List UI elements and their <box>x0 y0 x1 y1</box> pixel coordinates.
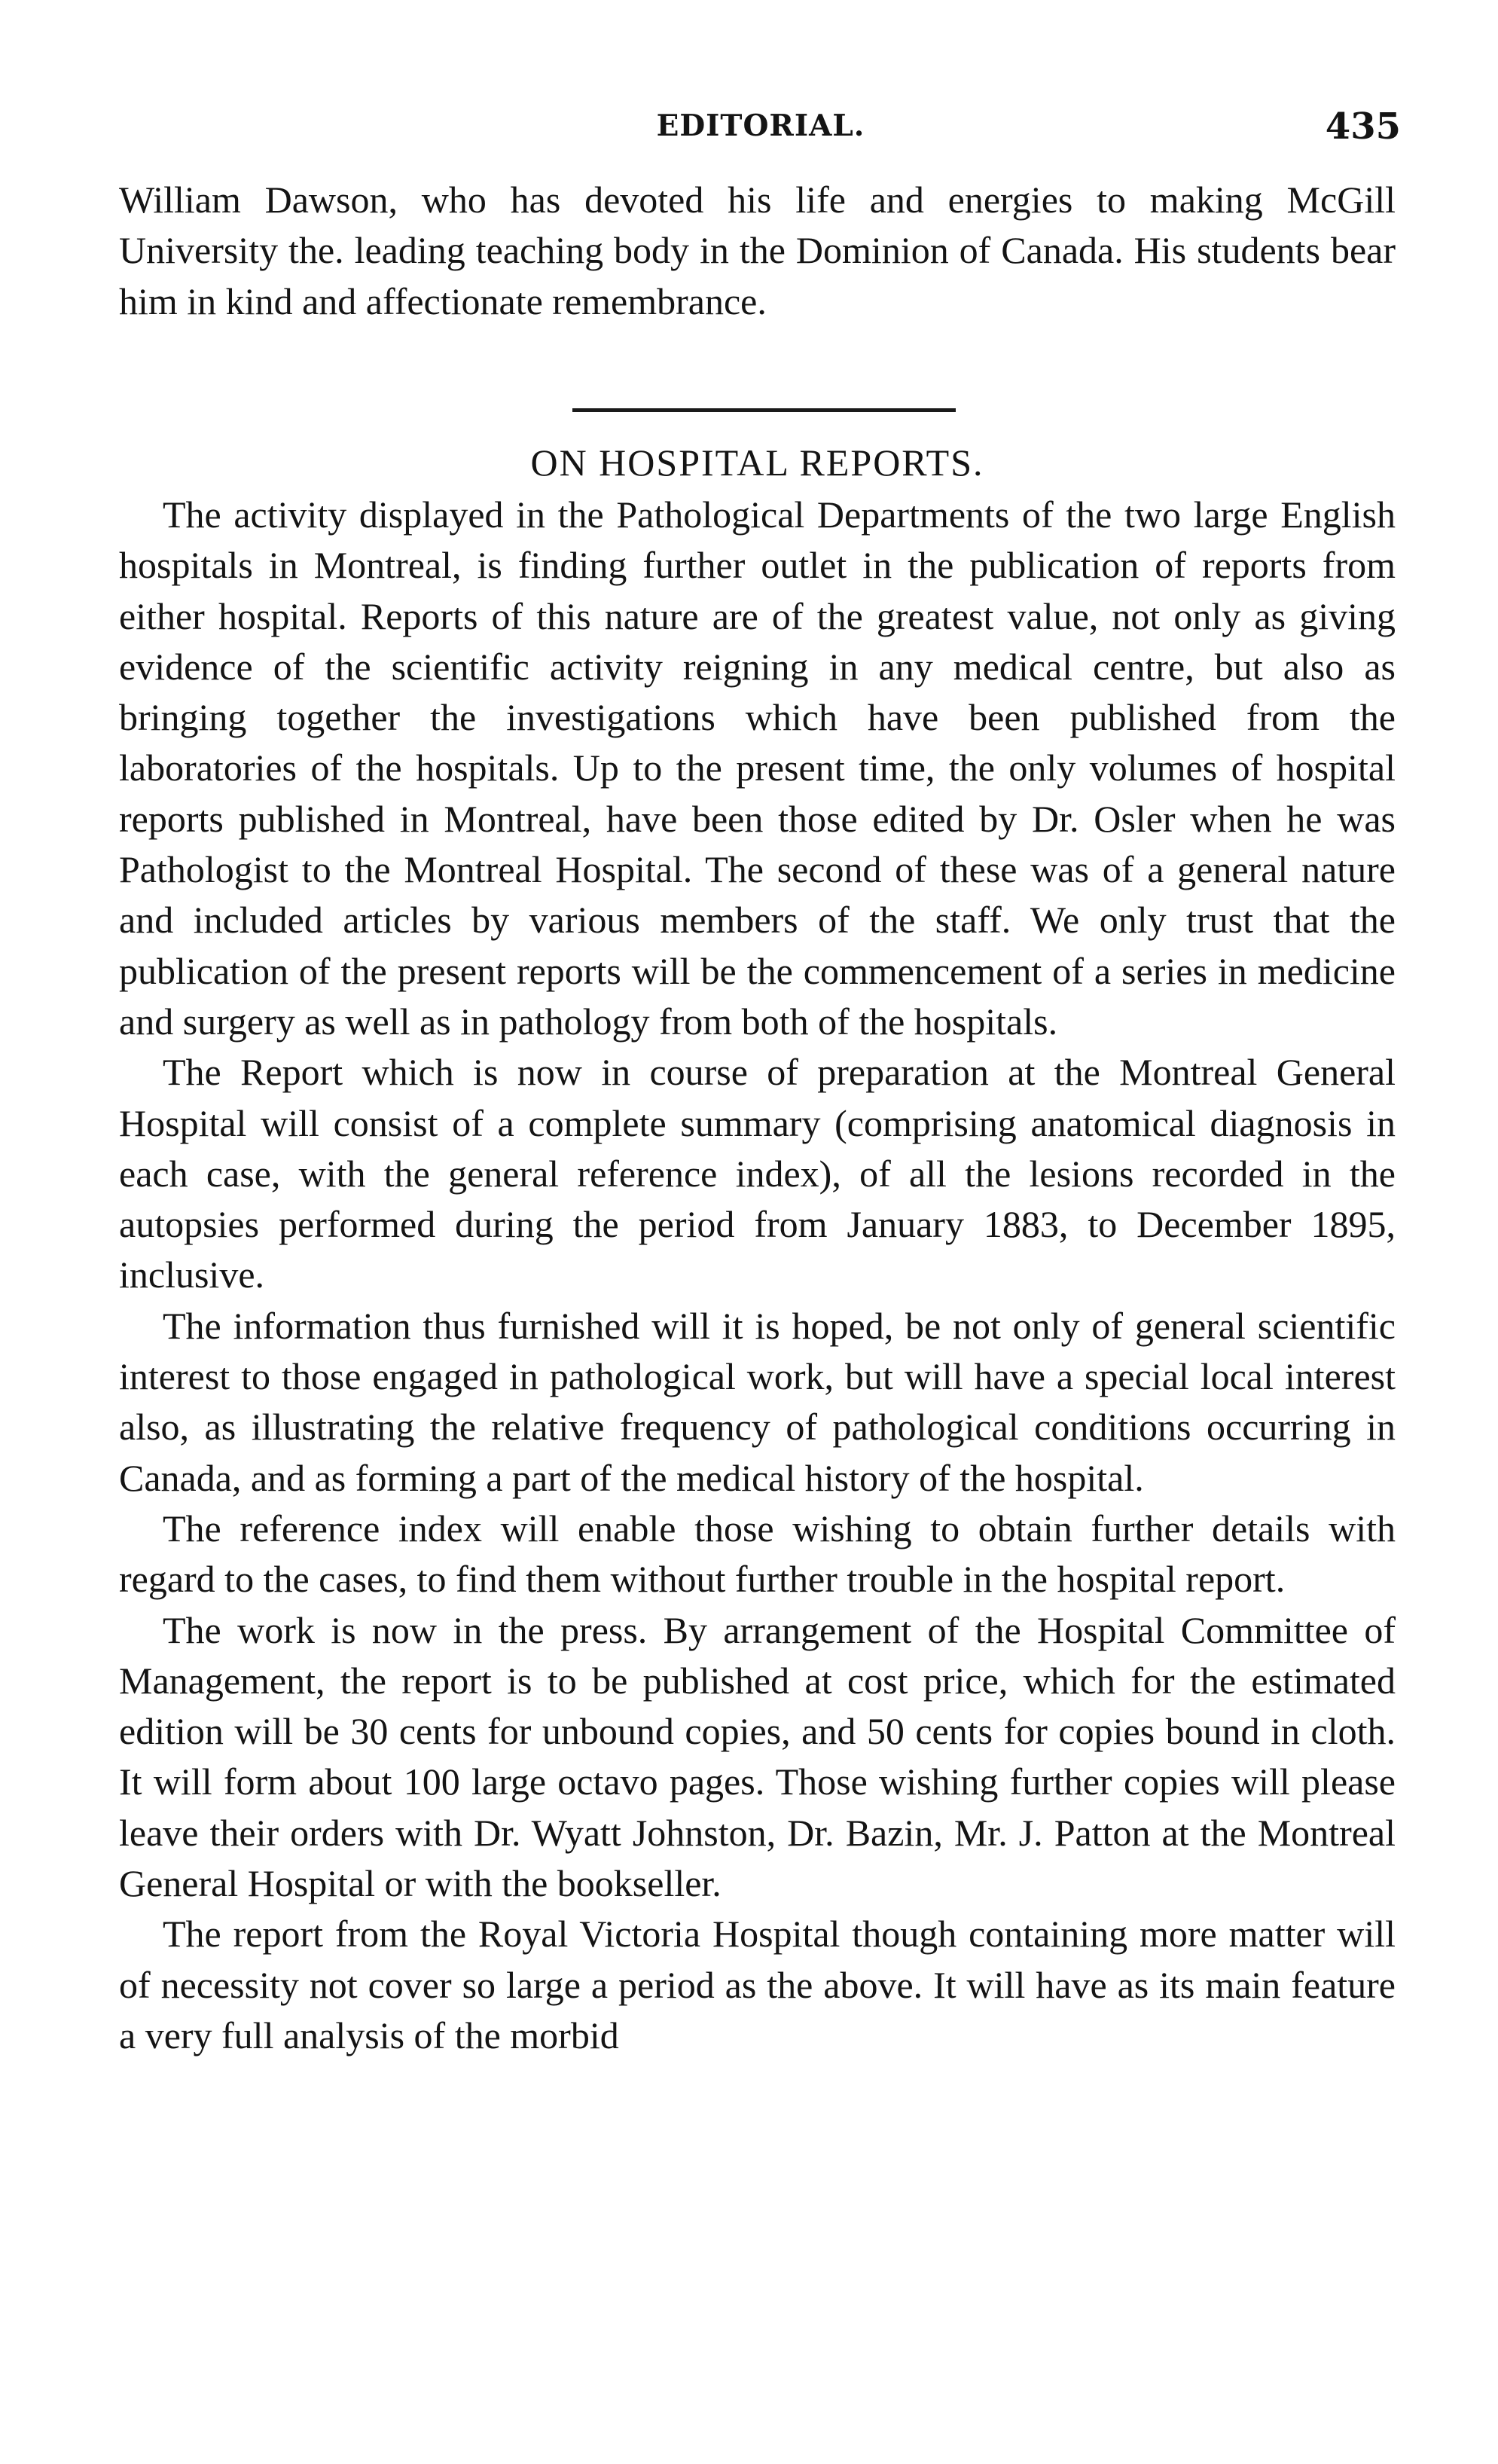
section-divider <box>572 408 956 412</box>
running-title: EDITORIAL. <box>656 108 865 143</box>
body-paragraph-6: The report from the Royal Victoria Hospital though containing more matter will of necessity not cover so large a period as the above. It will have as its main feature a very full analysis of the morbid <box>119 1913 1396 2056</box>
intro-text-block <box>119 175 1396 327</box>
intro-paragraph: William Dawson, who has devoted his life and energies to making McGill University the. leading teaching body in the Dominion of Canada. His students bear him in kind and affectionate remembrance. <box>119 179 1396 322</box>
body-paragraph-4: The reference index will enable those wishing to obtain further details with regard to the cases, to find them without further trouble in the hospital report. <box>119 1507 1396 1601</box>
running-header <box>121 105 1401 158</box>
body-paragraph-2: The Report which is now in course of preparation at the Montreal General Hospital will consist of a complete summary (comprising anatomical diagnosis in each case, with the general reference index), of all the lesions recorded in the autopsies performed during the period from January 1883, to December 1895, inclusive. <box>119 1051 1396 1296</box>
section-body <box>119 490 1396 2061</box>
page-number: 435 <box>1325 105 1401 148</box>
section-heading: ON HOSPITAL REPORTS. <box>530 441 984 484</box>
body-paragraph-1: The activity displayed in the Pathological Departments of the two large English hospitals in Montreal, is finding further outlet in the publication of reports from either hospital. Reports of this nature are of the greatest value, not only as giving evidence of the scientific activity reigning in any medical centre, but also as bringing together the investigations which have been published from the laboratories of the hospitals. Up to the present time, the only volumes of hospital reports published in Montreal, have been those edited by Dr. Osler when he was Pathologist to the Montreal Hospital. The second of these was of a general nature and included articles by various members of the staff. We only trust that the publication of the present reports will be the commencement of a series in medicine and surgery as well as in pathology from both of the hospitals. <box>119 493 1396 1043</box>
body-paragraph-5: The work is now in the press. By arrangement of the Hospital Committee of Management, the report is to be published at cost price, which for the estimated edition will be 30 cents for unbound copies, and 50 cents for copies bound in cloth. It will form about 100 large octavo pages. Those wishing further copies will please leave their orders with Dr. Wyatt Johnston, Dr. Bazin, Mr. J. Patton at the Montreal General Hospital or with the bookseller. <box>119 1608 1396 1905</box>
body-paragraph-3: The information thus furnished will it is hoped, be not only of general scientific interest to those engaged in pathological work, but will have a special local interest also, as illustrating the relative frequency of pathological conditions occurring in Canada, and as forming a part of the medical history of the hospital. <box>119 1304 1396 1499</box>
